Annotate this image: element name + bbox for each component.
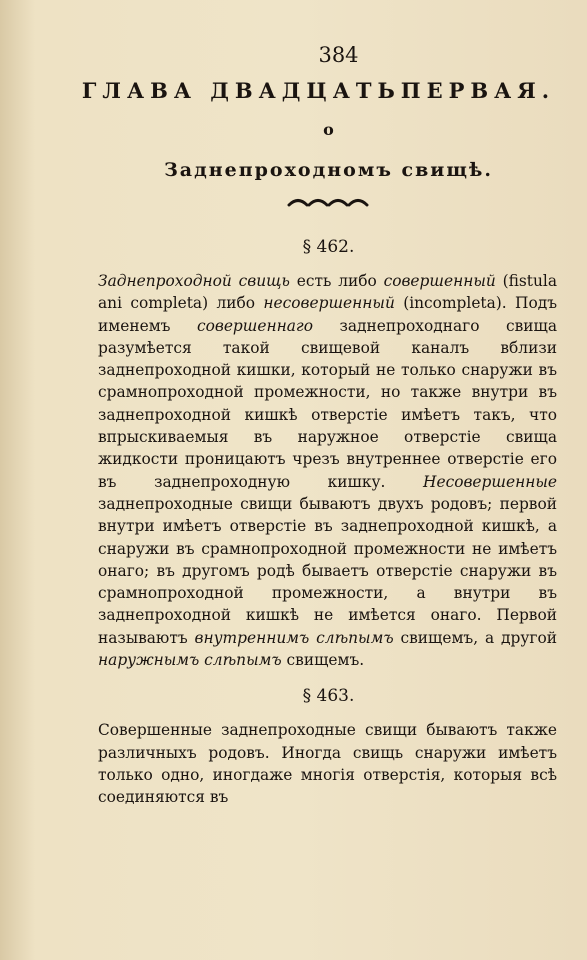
italic-term: наружнымъ слѣпымъ — [98, 651, 282, 670]
italic-term: Заднепроходной свищь — [98, 272, 290, 290]
chapter-subtitle: Заднепроходномъ свищѣ. — [164, 159, 493, 181]
italic-term: Несовершенные — [423, 472, 557, 491]
page-number: 384 — [318, 43, 359, 67]
chapter-title: ГЛАВА ДВАДЦАТЬПЕРВАЯ. — [81, 78, 556, 103]
section-462-paragraph — [98, 270, 557, 671]
italic-term: несовершенный — [263, 294, 395, 313]
paragraph-text: заднепроходнаго свища разумѣется такой свищевой каналъ вблизи заднепроходной кишки, который не только снаружи въ срамнопроходной промежности, но также внутри въ заднепроходной кишкѣ отверстіе имѣетъ такъ, что впрыскиваемыя въ наружное отверстіе свища жидкости проницаютъ чрезъ внутреннее отверстіе его въ заднепроходную кишку. — [98, 316, 557, 491]
italic-term: совершенный — [383, 272, 496, 290]
paragraph-text: свищемъ. — [281, 651, 365, 670]
paragraph-text: (fistula ani completa) либо — [98, 272, 557, 313]
ornament-divider — [100, 194, 557, 214]
paragraph-text: заднепроходные свищи бываютъ двухъ родовъ; первой внутри имѣетъ отверстіе въ заднепроходной кишкѣ, а снаружи въ срамнопроходной промежности не имѣетъ онаго; въ другомъ родѣ бываетъ отверстіе снаружи въ срамнопроходной промежности, а внутри въ заднепроходной кишкѣ не имѣется онаго. Первой называютъ — [98, 494, 557, 647]
paragraph-text: свищемъ, а другой — [393, 628, 557, 647]
section-463-mark: § 463. — [302, 686, 355, 707]
paragraph-text: есть либо — [289, 272, 384, 290]
section-463-paragraph: Совершенные заднепроходные свищи бываютъ также различныхъ родовъ. Иногда свищь снаружи имѣетъ только одно, иногдаже многія отверстія, которыя всѣ соединяются въ — [98, 721, 557, 807]
italic-term: совершеннаго — [196, 316, 313, 335]
italic-term: внутреннимъ слѣпымъ — [194, 628, 394, 647]
subtitle-prefix: о — [323, 120, 334, 139]
ornament-icon — [287, 197, 371, 209]
section-462-mark: § 462. — [302, 237, 355, 257]
paragraph-text: (incompleta). Подъ именемъ — [98, 294, 557, 335]
